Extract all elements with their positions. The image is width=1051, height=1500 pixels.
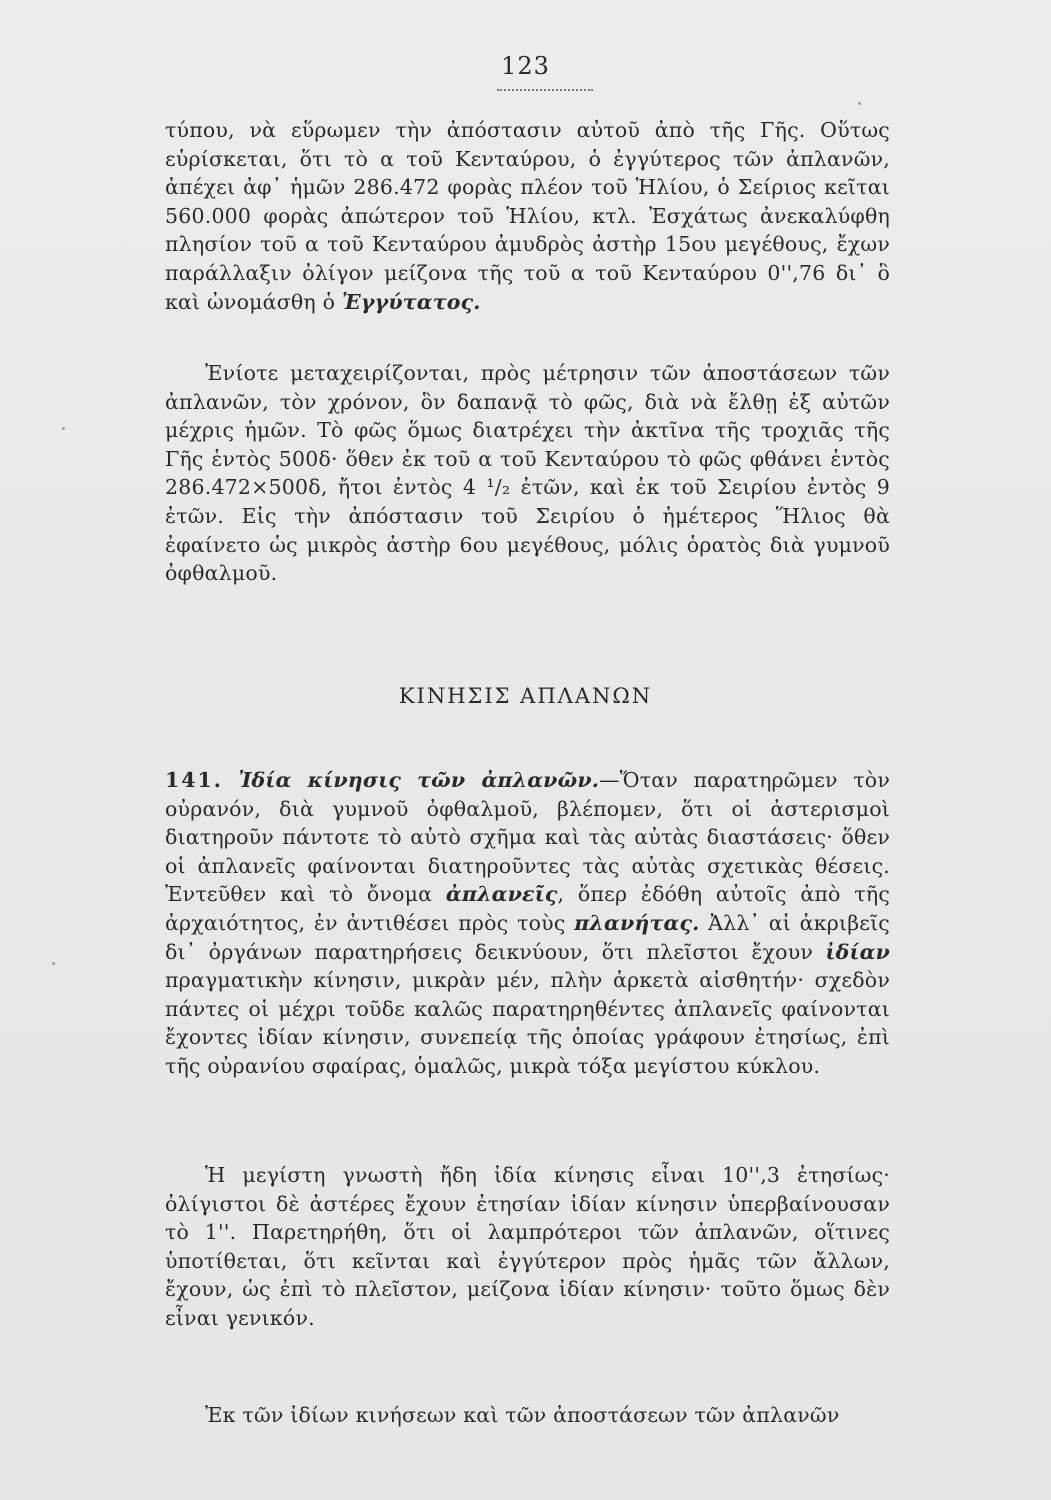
paragraph-5: Ἐκ τῶν ἰδίων κινήσεων καὶ τῶν ἀποστάσεων τῶν ἀπλανῶν xyxy=(205,1403,840,1427)
paragraph-2: Ἐνίοτε μεταχειρίζονται, πρὸς μέτρησιν τῶν ἀποστάσεων τῶν ἀπλανῶν, τὸν χρόνον, ὃν δαπανᾷ τὸ φῶς, διὰ νὰ ἔλθῃ ἐξ αὐτῶν μέχρις ἡμῶν. Τὸ φῶς ὅμως διατρέχει τὴν ἀκτῖνα τῆς τροχιᾶς τῆς Γῆς ἐντὸς 500δ· ὅθεν ἐκ τοῦ α τοῦ Κενταύρου τὸ φῶς φθάνει ἐντὸς 286.472×500δ, ἤτοι ἐντὸς 4 ¹/₂ ἐτῶν, καὶ ἐκ τοῦ Σειρίου ἐντὸς 9 ἐτῶν. Εἰς τὴν ἀπόστασιν τοῦ Σειρίου ὁ ἡμέτερος Ἥλιος θὰ ἐφαίνετο ὡς μικρὸς ἀστὴρ 6ου μεγέθους, μόλις ὁρατὸς διὰ γυμνοῦ ὀφθαλμοῦ. xyxy=(165,361,890,586)
paragraph-3-text-b: , ὅπερ ἐδόθη αὐτοῖς ἀπὸ τῆς ἀρχαιότητος, ἐν ἀντιθέσει πρὸς τοὺς xyxy=(165,882,890,935)
paragraph-3-text-c: Ἀλλ᾽ αἱ ἀκριβεῖς δι᾽ ὀργάνων παρατηρήσεις δεικνύουν, ὅτι πλεῖστοι ἔχουν xyxy=(165,910,890,964)
paragraph-3-text-a: —Ὅταν παρατηρῶμεν τὸν οὐρανόν, διὰ γυμνοῦ ὀφθαλμοῦ, βλέπομεν, ὅτι οἱ ἀστερισμοὶ διατηροῦν πάντοτε τὸ αὐτὸ σχῆμα καὶ τὰς αὐτὰς διαστάσεις· ὅθεν οἱ ἀπλανεῖς φαίνονται διατηροῦντες τὰς αὐτὰς σχετικὰς θέσεις. Ἐντεῦθεν καὶ τὸ ὄνομα xyxy=(165,768,890,907)
section-number: 141. xyxy=(165,768,223,792)
paper-speck xyxy=(52,962,55,965)
paper-speck xyxy=(858,102,861,105)
paragraph-1-emphasis: Ἐγγύτατος. xyxy=(341,289,481,314)
paragraph-1-text: τύπου, νὰ εὕρωμεν τὴν ἀπόστασιν αὐτοῦ ἀπὸ τῆς Γῆς. Οὕτως εὑρίσκεται, ὅτι τὸ α τοῦ Κενταύρου, ὁ ἐγγύτερος τῶν ἀπλανῶν, ἀπέχει ἀφ᾽ ἡμῶν 286.472 φορὰς πλέον τοῦ Ἡλίου, ὁ Σείριος κεῖται 560.000 φορὰς ἀπώτερον τοῦ Ἡλίου, κτλ. Ἐσχάτως ἀνεκαλύφθη πλησίον τοῦ α τοῦ Κενταύρου ἀμυδρὸς ἀστὴρ 15ου μεγέθους, ἔχων παράλλαξιν ὀλίγον μείζονα τῆς τοῦ α τοῦ Κενταύρου 0'',76 δι᾽ ὃ καὶ ὠνομάσθη ὁ xyxy=(165,118,890,314)
paragraph-4: Ἡ μεγίστη γνωστὴ ἤδη ἰδία κίνησις εἶναι 10'',3 ἐτησίως· ὀλίγιστοι δὲ ἀστέρες ἔχουν ἐτησίαν ἰδίαν κίνησιν ὑπερβαίνουσαν τὸ 1''. Παρετηρήθη, ὅτι οἱ λαμπρότεροι τῶν ἀπλανῶν, οἵτινες ὑποτίθεται, ὅτι κεῖνται καὶ ἐγγύτερον πρὸς ἡμᾶς τῶν ἄλλων, ἔχουν, ὡς ἐπὶ τὸ πλεῖστον, μείζονα ἰδίαν κίνησιν· τοῦτο ὅμως δὲν εἶναι γενικόν. xyxy=(165,1163,890,1330)
page-number: 123 xyxy=(501,52,550,80)
paper-speck xyxy=(62,427,65,430)
paragraph-3-emphasis-b: πλανήτας. xyxy=(574,910,700,935)
page-number-rule xyxy=(497,89,593,91)
paragraph-1 xyxy=(165,116,890,316)
section-title: Ἰδία κίνησις τῶν ἀπλανῶν. xyxy=(238,768,600,792)
section-heading: ΚΙΝΗΣΙΣ ΑΠΛΑΝΩΝ xyxy=(398,684,653,708)
paragraph-3-emphasis-a: ἀπλανεῖς xyxy=(445,882,558,907)
paragraph-3-emphasis-c: ἰδίαν xyxy=(825,939,890,964)
paragraph-3 xyxy=(165,766,890,1081)
paragraph-3-text-d: πραγματικὴν κίνησιν, μικρὰν μέν, πλὴν ἀρκετὰ αἰσθητήν· σχεδὸν πάντες οἱ μέχρι τοῦδε καλῶς παρατηρηθέντες ἀπλανεῖς φαίνονται ἔχοντες ἰδίαν κίνησιν, συνεπείᾳ τῆς ὁποίας γράφουν ἐτησίως, ἐπὶ τῆς οὐρανίου σφαίρας, ὁμαλῶς, μικρὰ τόξα μεγίστου κύκλου. xyxy=(165,968,890,1078)
